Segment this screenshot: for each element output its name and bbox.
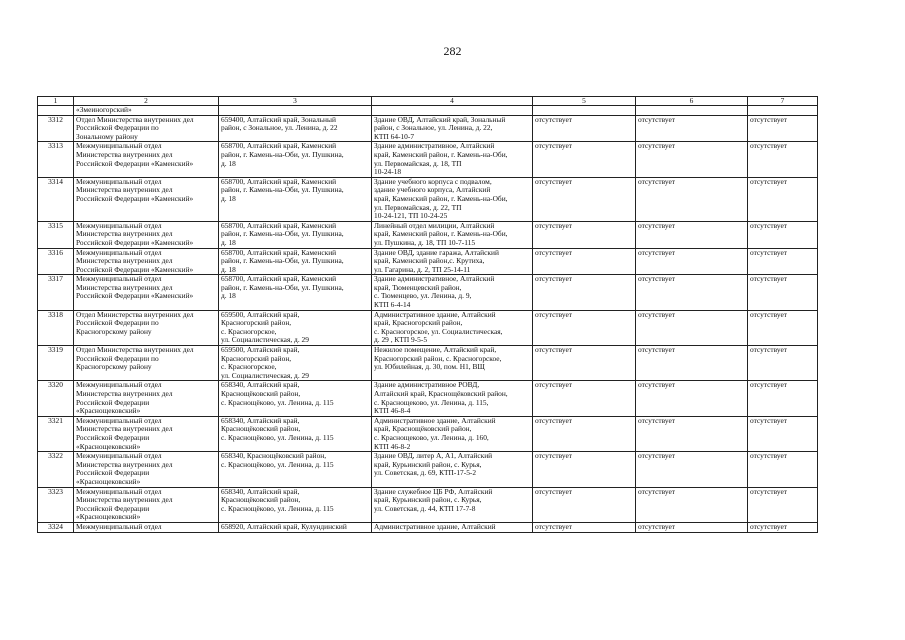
address-cell-text: 658700, Алтайский край, Каменский район, г. Камень-на-Оби, ул. Пушкина, д. 18 — [221, 141, 344, 168]
row-number-cell — [38, 221, 74, 248]
column7-cell — [748, 248, 818, 275]
building-cell-text: Здание административное, Алтайский край, Каменский район, г. Камень-на-Оби, ул. Первомайская, д. 18, ТП 10-24-18 — [374, 141, 508, 177]
row-number-cell — [38, 381, 74, 416]
column6-cell — [636, 381, 748, 416]
row-number-cell-text: 3312 — [48, 115, 63, 124]
building-cell — [372, 487, 533, 522]
column-header: 4 — [372, 97, 533, 106]
column7-cell-text: отсутствует — [750, 248, 787, 257]
column5-cell — [533, 487, 636, 522]
building-cell — [372, 381, 533, 416]
column6-cell-text: отсутствует — [638, 177, 675, 186]
column6-cell — [636, 142, 748, 177]
row-number-cell — [38, 142, 74, 177]
address-cell — [219, 275, 372, 310]
column7-cell — [748, 177, 818, 221]
column7-cell-text: отсутствует — [750, 274, 787, 284]
table-row — [38, 248, 818, 275]
organization-cell-text: Межмуниципальный отдел Министерства внутренних дел Российской Федерации «Краснощековский» — [76, 451, 173, 486]
column7-cell — [748, 115, 818, 142]
column7-cell-text: отсутствует — [750, 451, 787, 461]
column6-cell — [636, 221, 748, 248]
column6-cell-text: отсутствует — [638, 274, 675, 284]
building-cell — [372, 522, 533, 532]
row-number-cell — [38, 248, 74, 275]
organization-cell — [74, 346, 219, 381]
organization-cell — [74, 115, 219, 142]
organization-cell — [74, 522, 219, 532]
building-cell — [372, 177, 533, 221]
column6-cell-text: отсутствует — [638, 310, 675, 319]
column6-cell-text: отсутствует — [638, 451, 675, 461]
address-cell-text: 658700, Алтайский край, Каменский район, г. Камень-на-Оби, ул. Пушкина, д. 18 — [221, 248, 344, 274]
organization-cell-text: Межмуниципальный отдел Министерства внутренних дел Российской Федерации «Краснощековский» — [76, 487, 173, 522]
registry-table — [37, 96, 818, 533]
building-cell-text: Здание ОВД, литер А, А1, Алтайский край, Курьинский район, с. Курья, ул. Советская, д. 69, КТП-17-5-2 — [374, 451, 493, 478]
address-cell-text: 658700, Алтайский край, Каменский район, г. Камень-на-Оби, ул. Пушкина, д. 18 — [221, 274, 344, 301]
column6-cell — [636, 310, 748, 345]
address-cell — [219, 522, 372, 532]
table-row — [38, 522, 818, 532]
address-cell — [219, 487, 372, 522]
organization-cell-text: Межмуниципальный отдел — [76, 522, 162, 531]
row-number-cell-text: 3324 — [48, 522, 63, 531]
row-number-cell — [38, 310, 74, 345]
column7-cell — [748, 381, 818, 416]
column6-cell-text: отсутствует — [638, 380, 675, 390]
column6-cell-text: отсутствует — [638, 487, 675, 496]
row-number-cell-text: 3317 — [48, 274, 63, 284]
page-number: 282 — [443, 44, 462, 58]
address-cell-text: 658920, Алтайский край, Кулундинский — [221, 522, 347, 531]
column6-cell-text: отсутствует — [638, 248, 675, 257]
column-header: 3 — [219, 97, 372, 106]
column-header: 5 — [533, 97, 636, 106]
column5-cell — [533, 452, 636, 487]
building-cell — [372, 310, 533, 345]
column6-cell — [636, 346, 748, 381]
building-cell-text: Здание административное, Алтайский край, Тюменцевский район, с. Тюменцево, ул. Ленина, д. 9, КТП 6-4-14 — [374, 274, 495, 310]
address-cell-text: 658700, Алтайский край, Каменский район, г. Камень-на-Оби, ул. Пушкина, д. 18 — [221, 221, 344, 247]
table-row — [38, 177, 818, 221]
row-number-cell — [38, 452, 74, 487]
column6-cell-text: отсутствует — [638, 221, 675, 230]
column-header: 1 — [38, 97, 74, 106]
building-cell — [372, 221, 533, 248]
column7-cell-text: отсутствует — [750, 221, 787, 230]
address-cell — [219, 346, 372, 381]
column5-cell — [533, 115, 636, 142]
column7-cell — [748, 310, 818, 345]
column6-cell-text: отсутствует — [638, 141, 675, 151]
column6-cell — [636, 115, 748, 142]
column6-cell-text: отсутствует — [638, 115, 675, 124]
row-number-cell-text: 3313 — [48, 141, 63, 151]
column7-cell — [748, 416, 818, 451]
column5-cell — [533, 310, 636, 345]
column6-cell — [636, 522, 748, 532]
building-cell — [372, 452, 533, 487]
continuation-cell: «Змеиногорский» — [74, 106, 219, 116]
column7-cell — [748, 346, 818, 381]
building-cell — [372, 416, 533, 451]
organization-cell — [74, 142, 219, 177]
table-row — [38, 452, 818, 487]
column-header: 2 — [74, 97, 219, 106]
column7-cell — [748, 221, 818, 248]
organization-cell-text: Отдел Министерства внутренних дел Российской Федерации по Зональному району — [76, 115, 194, 141]
column5-cell-text: отсутствует — [535, 522, 572, 531]
organization-cell-text: Межмуниципальный отдел Министерства внутренних дел Российской Федерации «Краснощековский» — [76, 416, 173, 451]
table-row — [38, 115, 818, 142]
column6-cell — [636, 487, 748, 522]
address-cell — [219, 416, 372, 451]
row-number-cell-text: 3315 — [48, 221, 63, 230]
address-cell-text: 659400, Алтайский край, Зональный район, с Зональное, ул. Ленина, д. 22 — [221, 115, 338, 133]
building-cell-text: Административное здание, Алтайский — [374, 522, 496, 531]
column5-cell-text: отсутствует — [535, 487, 572, 496]
organization-cell — [74, 248, 219, 275]
building-cell — [372, 248, 533, 275]
organization-cell — [74, 416, 219, 451]
column5-cell-text: отсутствует — [535, 416, 572, 425]
row-number-cell-text: 3319 — [48, 345, 63, 355]
organization-cell — [74, 275, 219, 310]
column5-cell-text: отсутствует — [535, 451, 572, 461]
organization-cell-text: Отдел Министерства внутренних дел Российской Федерации по Красногорскому району — [76, 310, 194, 336]
address-cell-text: 658340, Алтайский край, Краснощёковский район, с. Краснощёково, ул. Ленина, д. 115 — [221, 380, 334, 407]
column5-cell-text: отсутствует — [535, 115, 572, 124]
organization-cell — [74, 381, 219, 416]
column5-cell — [533, 142, 636, 177]
row-number-cell-text: 3321 — [48, 416, 63, 425]
row-number-cell-text: 3318 — [48, 310, 63, 319]
address-cell-text: 658700, Алтайский край, Каменский район, г. Камень-на-Оби, ул. Пушкина, д. 18 — [221, 177, 344, 203]
organization-cell — [74, 221, 219, 248]
address-cell — [219, 248, 372, 275]
column7-cell-text: отсутствует — [750, 310, 787, 319]
organization-cell — [74, 310, 219, 345]
column7-cell — [748, 522, 818, 532]
column7-cell-text: отсутствует — [750, 487, 787, 496]
building-cell-text: Здание учебного корпуса с подвалом, здание учебного корпуса, Алтайский край, Каменский район, г. Камень-на-Оби, ул. Первомайская, д. 22, ТП 10-24-121, ТП 10-24-25 — [374, 177, 508, 221]
address-cell — [219, 115, 372, 142]
continuation-row — [38, 106, 818, 116]
row-number-cell-text: 3323 — [48, 487, 63, 496]
column5-cell — [533, 177, 636, 221]
building-cell-text: Административное здание, Алтайский край, Краснощёковский район, с. Краснощеково, ул. Ленина, д. 160, КТП 46-8-2 — [374, 416, 496, 451]
table-row — [38, 275, 818, 310]
building-cell-text: Административное здание, Алтайский край, Красногорский район, с. Красногорское, ул. Социалистическая, д. 29 , КТП 9-5-5 — [374, 310, 503, 345]
column7-cell-text: отсутствует — [750, 115, 787, 124]
column7-cell-text: отсутствует — [750, 345, 787, 355]
row-number-cell-text: 3322 — [48, 451, 63, 461]
address-cell-text: 658340, Краснощёковский район, с. Краснощёково, ул. Ленина, д. 115 — [221, 451, 334, 469]
column7-cell-text: отсутствует — [750, 141, 787, 151]
column5-cell — [533, 275, 636, 310]
column5-cell-text: отсутствует — [535, 380, 572, 390]
building-cell-text: Здание ОВД, Алтайский край, Зональный район, с Зональное, ул. Ленина, д. 22, КТП 64-10-7 — [374, 115, 506, 141]
table-row — [38, 381, 818, 416]
column-header: 6 — [636, 97, 748, 106]
row-number-cell — [38, 487, 74, 522]
address-cell-text: 658340, Алтайский край, Краснощёковский район, с. Краснощёково, ул. Ленина, д. 115 — [221, 487, 334, 513]
column5-cell — [533, 221, 636, 248]
address-cell — [219, 142, 372, 177]
building-cell — [372, 275, 533, 310]
building-cell — [372, 142, 533, 177]
building-cell — [372, 346, 533, 381]
column5-cell — [533, 381, 636, 416]
row-number-cell-text: 3320 — [48, 380, 63, 390]
row-number-cell-text: 3314 — [48, 177, 63, 186]
building-cell-text: Здание ОВД, здание гаража, Алтайский край, Каменский район,с. Крутиха, ул. Гагарина, д. 2, ТП 25-14-11 — [374, 248, 499, 274]
organization-cell-text: Межмуниципальный отдел Министерства внутренних дел Российской Федерации «Каменский» — [76, 221, 194, 247]
column5-cell-text: отсутствует — [535, 177, 572, 186]
row-number-cell — [38, 275, 74, 310]
address-cell-text: 659500, Алтайский край, Красногорский район, с. Красногорское, ул. Социалистическая, д. 29 — [221, 310, 309, 345]
table-row — [38, 416, 818, 451]
building-cell — [372, 115, 533, 142]
address-cell — [219, 310, 372, 345]
row-number-cell — [38, 522, 74, 532]
building-cell-text: Линейный отдел милиции, Алтайский край, Каменский район, г. Камень-на-Оби, ул. Пушкина, д. 18, ТП 10-7-115 — [374, 221, 508, 247]
column6-cell — [636, 177, 748, 221]
column5-cell-text: отсутствует — [535, 345, 572, 355]
table-row — [38, 142, 818, 177]
address-cell — [219, 381, 372, 416]
column6-cell-text: отсутствует — [638, 522, 675, 531]
table-row — [38, 346, 818, 381]
address-cell — [219, 177, 372, 221]
column7-cell-text: отсутствует — [750, 522, 787, 531]
column5-cell — [533, 248, 636, 275]
table-row — [38, 487, 818, 522]
column5-cell-text: отсутствует — [535, 221, 572, 230]
column7-cell — [748, 452, 818, 487]
column5-cell-text: отсутствует — [535, 310, 572, 319]
column5-cell — [533, 346, 636, 381]
column6-cell — [636, 248, 748, 275]
organization-cell-text: Межмуниципальный отдел Министерства внутренних дел Российской Федерации «Каменский» — [76, 248, 194, 274]
column7-cell — [748, 142, 818, 177]
header-row — [38, 97, 818, 106]
column6-cell — [636, 275, 748, 310]
row-number-cell — [38, 177, 74, 221]
column7-cell-text: отсутствует — [750, 177, 787, 186]
column5-cell — [533, 522, 636, 532]
column7-cell — [748, 487, 818, 522]
building-cell-text: Здание служебное ЦБ РФ, Алтайский край, Курьинский район, с. Курья, ул. Советская, д. 44, КТП 17-7-8 — [374, 487, 493, 513]
column7-cell-text: отсутствует — [750, 416, 787, 425]
organization-cell-text: Межмуниципальный отдел Министерства внутренних дел Российской Федерации «Каменский» — [76, 177, 194, 203]
table-row — [38, 221, 818, 248]
column7-cell-text: отсутствует — [750, 380, 787, 390]
row-number-cell — [38, 346, 74, 381]
address-cell-text: 658340, Алтайский край, Краснощёковский район, с. Краснощёково, ул. Ленина, д. 115 — [221, 416, 334, 442]
organization-cell — [74, 487, 219, 522]
organization-cell — [74, 452, 219, 487]
organization-cell — [74, 177, 219, 221]
organization-cell-text: Отдел Министерства внутренних дел Российской Федерации по Красногорскому району — [76, 345, 194, 372]
column5-cell — [533, 416, 636, 451]
column-header: 7 — [748, 97, 818, 106]
organization-cell-text: Межмуниципальный отдел Министерства внутренних дел Российской Федерации «Каменский» — [76, 274, 194, 301]
organization-cell-text: Межмуниципальный отдел Министерства внутренних дел Российской Федерации «Краснощековский» — [76, 380, 173, 416]
address-cell — [219, 221, 372, 248]
address-cell-text: 659500, Алтайский край, Красногорский район, с. Красногорское, ул. Социалистическая, д. 29 — [221, 345, 309, 380]
column6-cell-text: отсутствует — [638, 345, 675, 355]
column6-cell — [636, 452, 748, 487]
column6-cell-text: отсутствует — [638, 416, 675, 425]
column5-cell-text: отсутствует — [535, 141, 572, 151]
column7-cell — [748, 275, 818, 310]
building-cell-text: Здание административное РОВД, Алтайский край, Краснощёковский район, с. Краснощеково, ул. Ленина, д. 115, КТП 46-8-4 — [374, 380, 508, 416]
column5-cell-text: отсутствует — [535, 274, 572, 284]
row-number-cell — [38, 416, 74, 451]
organization-cell-text: Межмуниципальный отдел Министерства внутренних дел Российской Федерации «Каменский» — [76, 141, 194, 168]
table-row — [38, 310, 818, 345]
column5-cell-text: отсутствует — [535, 248, 572, 257]
row-number-cell — [38, 115, 74, 142]
column6-cell — [636, 416, 748, 451]
address-cell — [219, 452, 372, 487]
building-cell-text: Нежилое помещение, Алтайский край, Красногорский район, с. Красногорское, ул. Юбилейная, д. 30, пом. Н1, ВЩ — [374, 345, 502, 372]
row-number-cell-text: 3316 — [48, 248, 63, 257]
